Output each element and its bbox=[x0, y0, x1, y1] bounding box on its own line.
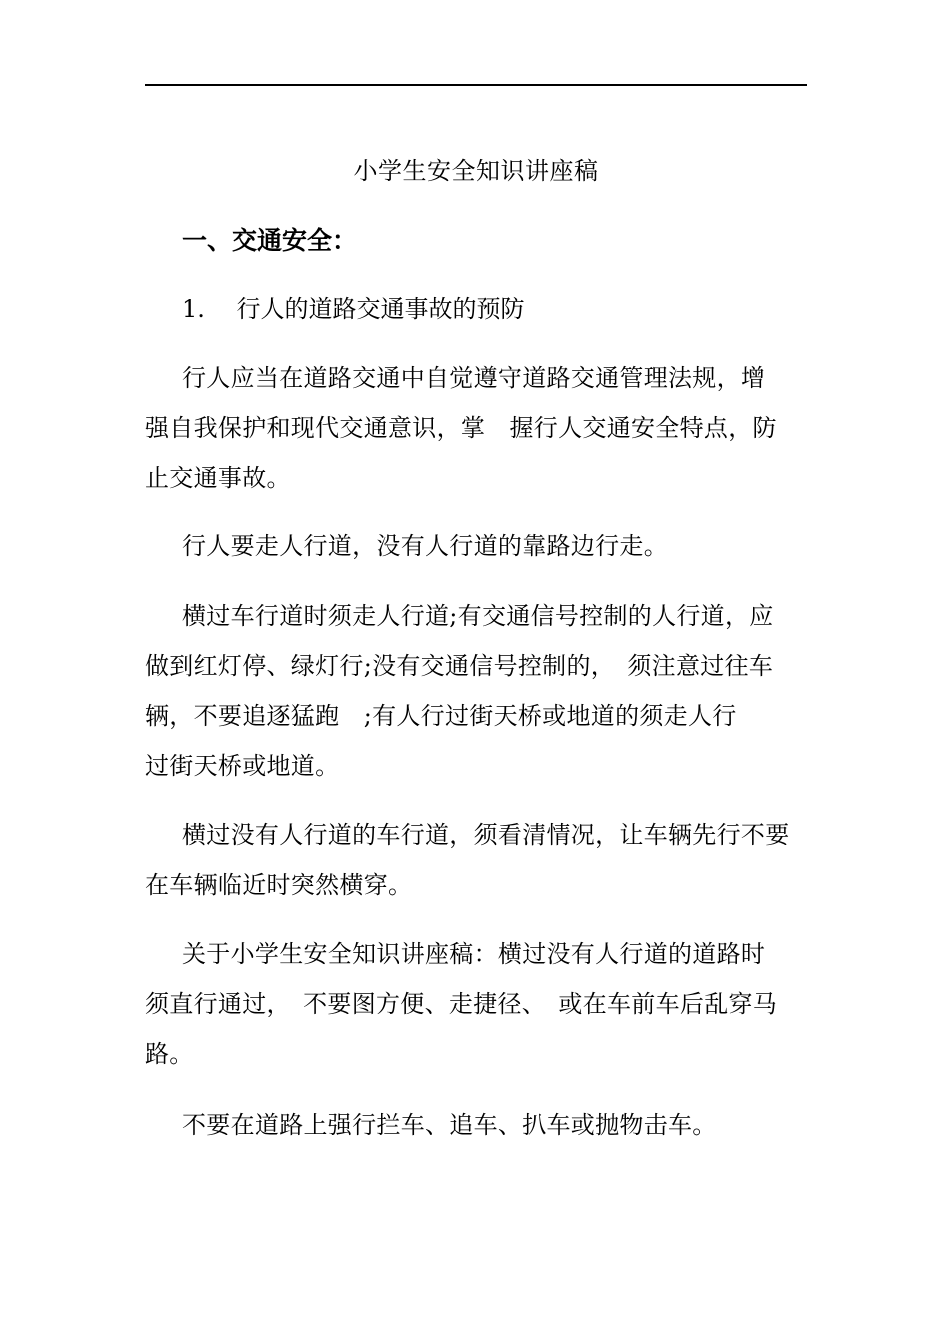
paragraph-6 bbox=[145, 1100, 807, 1150]
section-heading: 一、交通安全： bbox=[182, 226, 358, 255]
subsection-heading: 1. 行人的道路交通事故的预防 bbox=[182, 295, 525, 323]
paragraph-line: 强自我保护和现代交通意识，掌 握行人交通安全特点，防 bbox=[145, 414, 777, 442]
paragraph-line: 在车辆临近时突然横穿。 bbox=[145, 871, 413, 899]
paragraph-line: 行人应当在道路交通中自觉遵守道路交通管理法规，增 bbox=[182, 364, 766, 392]
header-rule bbox=[145, 84, 807, 86]
document-title: 小学生安全知识讲座稿 bbox=[353, 157, 599, 185]
paragraph-line: 须直行通过， 不要图方便、走捷径、 或在车前车后乱穿马 bbox=[145, 990, 778, 1018]
paragraph-1 bbox=[145, 353, 807, 503]
paragraph-line: 辆，不要追逐猛跑 ;有人行过街天桥或地道的须走人行 bbox=[145, 702, 737, 730]
paragraph-line: 行人要走人行道，没有人行道的靠路边行走。 bbox=[182, 532, 668, 560]
paragraph-line: 路。 bbox=[145, 1040, 194, 1068]
paragraph-5 bbox=[145, 929, 807, 1079]
paragraph-line: 横过车行道时须走人行道;有交通信号控制的人行道，应 bbox=[182, 602, 774, 630]
paragraph-line: 止交通事故。 bbox=[145, 464, 291, 492]
paragraph-3 bbox=[145, 591, 807, 791]
paragraph-line: 过街天桥或地道。 bbox=[145, 752, 340, 780]
paragraph-line: 不要在道路上强行拦车、追车、扒车或抛物击车。 bbox=[182, 1111, 717, 1139]
paragraph-line: 做到红灯停、绿灯行;没有交通信号控制的， 须注意过往车 bbox=[145, 652, 774, 680]
paragraph-2 bbox=[145, 521, 807, 571]
paragraph-line: 关于小学生安全知识讲座稿：横过没有人行道的道路时 bbox=[182, 940, 766, 968]
paragraph-4 bbox=[145, 810, 807, 910]
paragraph-line: 横过没有人行道的车行道，须看清情况，让车辆先行不要 bbox=[182, 821, 790, 849]
